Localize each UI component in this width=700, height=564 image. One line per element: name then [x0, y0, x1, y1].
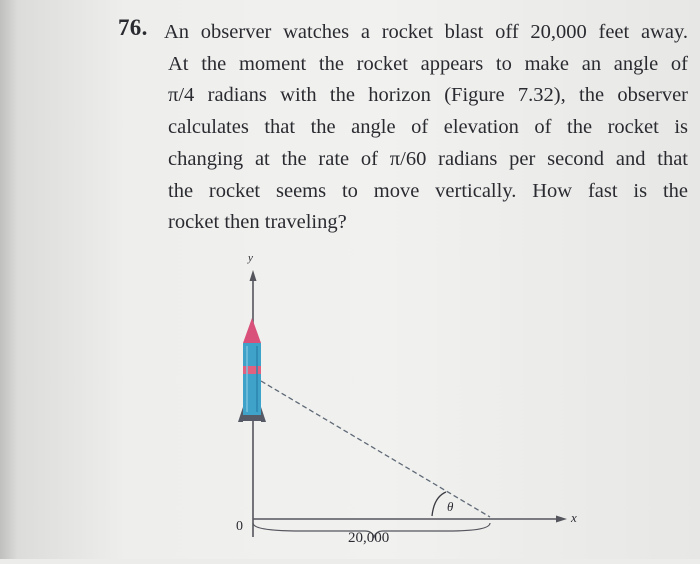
rocket-fins	[261, 407, 266, 422]
problem-line: At the moment the rocket appears to make an angle of	[168, 52, 688, 75]
rocket-body	[243, 343, 261, 415]
x-axis-label: x	[571, 510, 577, 525]
y-axis-label: y	[248, 252, 253, 264]
problem-line: rocket then traveling?	[168, 211, 347, 234]
problem-line: calculates that the angle of elevation of the rocket is	[168, 116, 688, 139]
problem-line: π/4 radians with the horizon (Figure 7.32), the observer	[168, 84, 688, 107]
problem-number: 76.	[118, 15, 148, 40]
problem-line: the rocket seems to move vertically. How fast is the	[168, 179, 688, 202]
problem-line: An observer watches a rocket blast off 20,000 feet away.	[164, 21, 688, 43]
angle-label: θ	[447, 499, 454, 514]
rocket-nose	[243, 318, 261, 343]
angle-arc	[432, 492, 446, 516]
distance-label: 20,000	[348, 530, 390, 546]
origin-label: 0	[236, 519, 243, 534]
rocket-band	[243, 366, 261, 374]
rocket-fins	[238, 407, 243, 422]
problem-line: changing at the rate of π/60 radians per second and that	[168, 147, 688, 170]
x-axis-arrowhead	[556, 516, 567, 523]
rocket-base	[243, 415, 261, 421]
y-axis-arrowhead	[250, 270, 257, 281]
sightline	[261, 381, 490, 517]
rocket-icon	[238, 318, 266, 422]
